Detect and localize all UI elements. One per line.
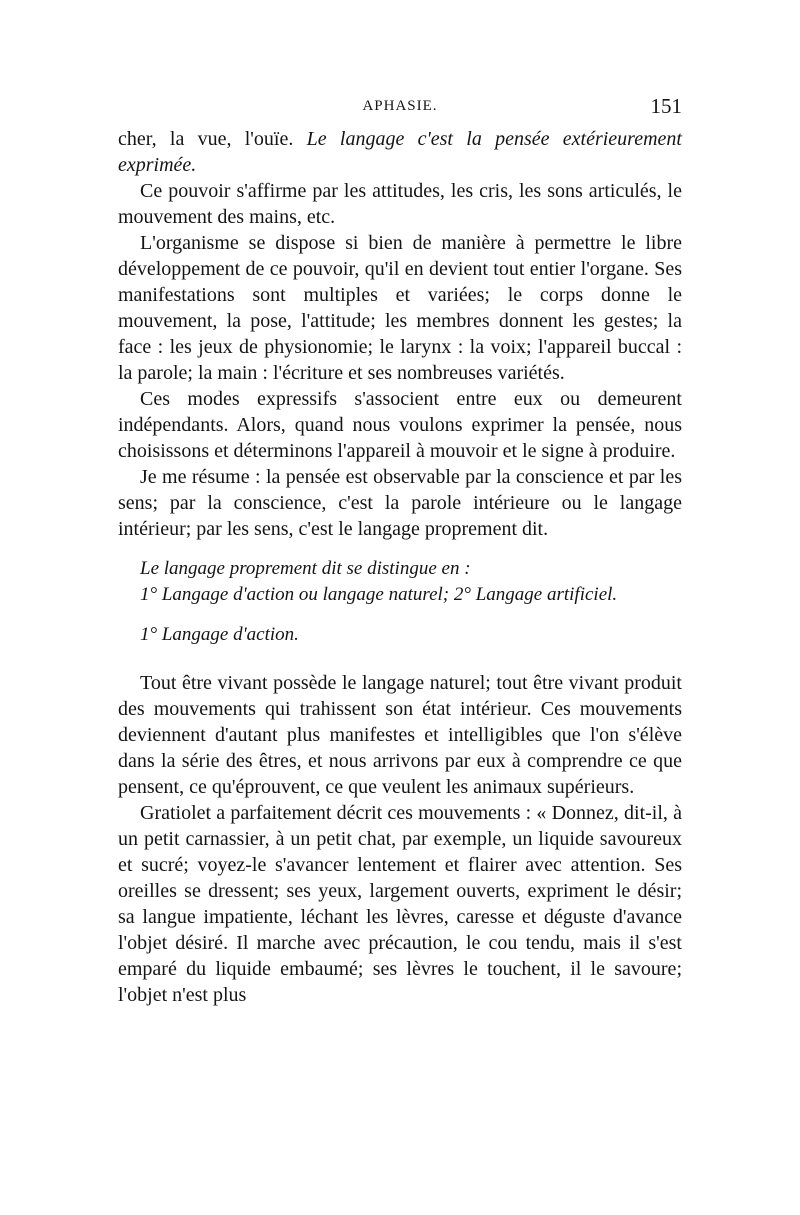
paragraph-1-lead: cher, la vue, l'ouïe.: [118, 128, 307, 150]
paragraph-5: Je me résume : la pensée est observable par la conscience et par les sens; par la conscience, c'est la parole intérieure ou le langage intérieur; par les sens, c'est le langage proprement dit.: [118, 466, 682, 540]
body-text: [118, 126, 682, 1008]
page-number: 151: [650, 94, 682, 118]
definition-italic: Le langage c'est la pensée extérieurement exprimée.: [118, 128, 682, 176]
paragraph-6: Tout être vivant possède le langage naturel; tout être vivant produit des mouvements qui trahissent son état intérieur. Ces mouvements deviennent d'autant plus manifestes et intelligibles que l'on s'élève dans la série des êtres, et nous arrivons par eux à comprendre ce que pensent, ce qu'éprouvent, ce que veulent les animaux supérieurs.: [118, 672, 682, 798]
paragraph-3: L'organisme se dispose si bien de manière à permettre le libre développement de ce pouvoir, qu'il en devient tout entier l'organe. Ses manifestations sont multiples et variées; le corps donne le mouvement, la pose, l'attitude; les membres donnent les gestes; la face : les jeux de physionomie; le larynx : la voix; l'appareil buccal : la parole; la main : l'écriture et ses nombreuses variétés.: [118, 232, 682, 384]
paragraph-7: Gratiolet a parfaitement décrit ces mouvements : « Donnez, dit-il, à un petit carnassier, à un petit chat, par exemple, un liquide savoureux et sucré; voyez-le s'avancer lentement et flairer avec attention. Ses oreilles se dressent; ses yeux, largement ouverts, expriment le désir; sa langue impatiente, léchant les lèvres, caresse et déguste d'avance l'objet désiré. Il marche avec précaution, le cou tendu, mais il s'est emparé du liquide embaumé; ses lèvres le touchent, il le savoure; l'objet n'est plus: [118, 802, 682, 1006]
paragraph-1: [118, 126, 682, 178]
division-line-2: 1° Langage d'action ou langage naturel; 2° Langage artificiel.: [140, 584, 618, 605]
division-line-1: Le langage proprement dit se distingue en :: [140, 558, 471, 579]
paragraph-4: Ces modes expressifs s'associent entre eux ou demeurent indépendants. Alors, quand nous voulons exprimer la pensée, nous choisissons et déterminons l'appareil à mouvoir et le signe à produire.: [118, 388, 682, 462]
paragraph-2: Ce pouvoir s'affirme par les attitudes, les cris, les sons articulés, le mouvement des mains, etc.: [118, 180, 682, 228]
page-header: [118, 94, 682, 122]
section-heading: 1° Langage d'action.: [140, 624, 299, 645]
running-title: APHASIE.: [362, 98, 438, 114]
